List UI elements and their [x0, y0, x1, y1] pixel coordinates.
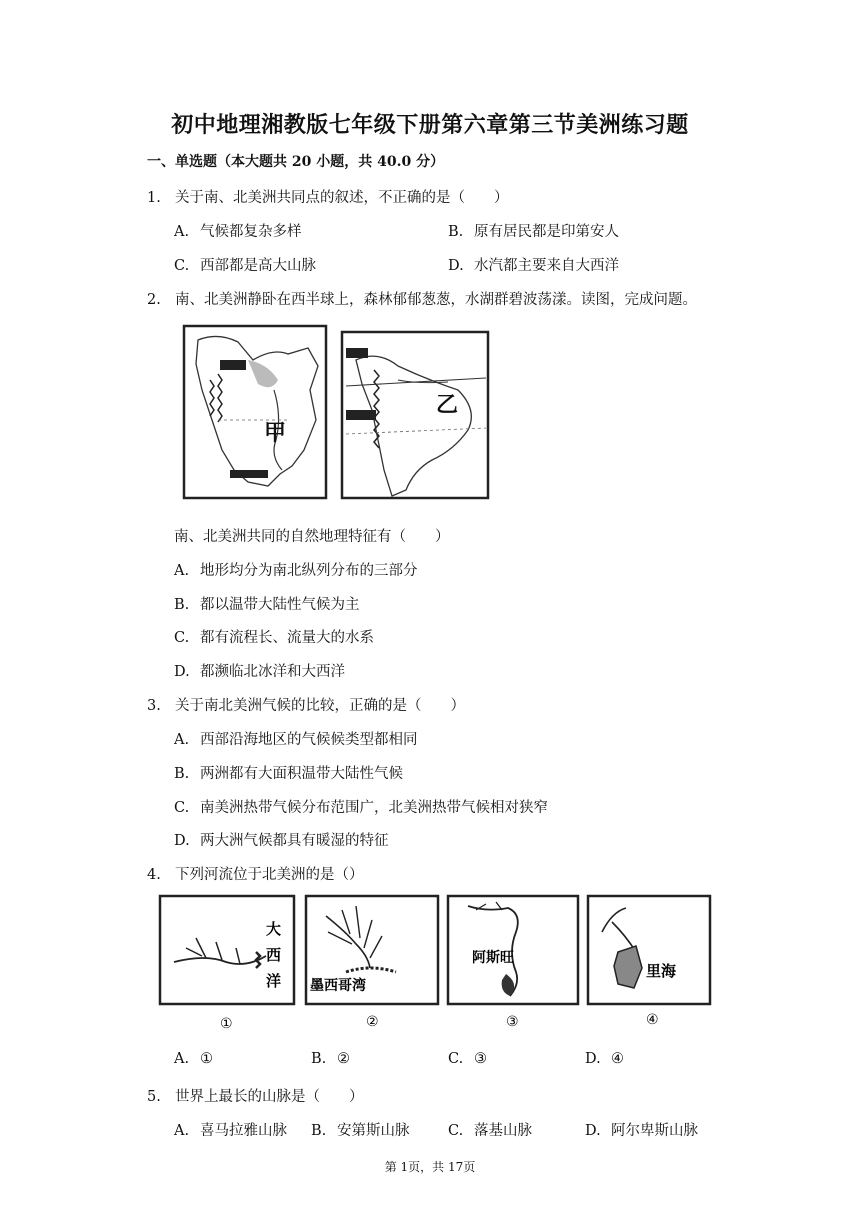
q2-option-a[interactable]: A. 地形均分为南北纵列分布的三部分 — [174, 563, 418, 579]
river-figure-1 — [160, 896, 294, 1032]
q1-option-a[interactable]: A. 气候都复杂多样 — [174, 224, 302, 240]
americas-map-figure — [178, 320, 502, 508]
question-text: 关于南、北美洲共同点的叙述，不正确的是（ ） — [175, 190, 509, 206]
question-3-stem: 3. 关于南北美洲气候的比较，正确的是（ ） — [147, 698, 465, 714]
q1-option-d[interactable]: D. 水汽都主要来自大西洋 — [448, 258, 619, 274]
question-2-stem: 2. 南、北美洲静卧在西半球上，森林郁郁葱葱，水湖群碧波荡漾。读图，完成问题。 — [147, 292, 697, 308]
q5-option-c[interactable]: C. 落基山脉 — [448, 1123, 532, 1139]
q5-option-d[interactable]: D. 阿尔卑斯山脉 — [585, 1123, 698, 1139]
river-figures — [156, 892, 714, 1032]
q3-option-d[interactable]: D. 两大洲气候都具有暖湿的特征 — [174, 833, 389, 849]
river-figure-2 — [306, 896, 438, 1030]
svg-text:阿斯旺: 阿斯旺 — [472, 950, 514, 966]
q4-option-b[interactable]: B. ② — [311, 1051, 350, 1067]
figure-caption-1: ① — [220, 1016, 233, 1032]
north-map-label: 甲 — [264, 421, 287, 446]
q5-option-a[interactable]: A. 喜马拉雅山脉 — [174, 1123, 287, 1139]
question-5-stem: 5. 世界上最长的山脉是（ ） — [147, 1089, 364, 1105]
q4-option-a[interactable]: A. ① — [174, 1051, 213, 1067]
river-figure-4 — [588, 896, 710, 1028]
page-footer: 第 1页，共 17页 — [384, 1160, 476, 1174]
svg-text:里海: 里海 — [646, 962, 677, 980]
q3-option-a[interactable]: A. 西部沿海地区的气候候类型都相同 — [174, 732, 418, 748]
q5-option-b[interactable]: B. 安第斯山脉 — [311, 1123, 410, 1139]
question-1-stem — [147, 186, 509, 207]
q2-option-d[interactable]: D. 都濒临北冰洋和大西洋 — [174, 664, 345, 680]
figure-caption-2: ② — [366, 1014, 379, 1030]
question-2-sub-stem: 南、北美洲共同的自然地理特征有（ ） — [174, 529, 450, 545]
svg-text:洋: 洋 — [266, 972, 282, 990]
q2-option-b[interactable]: B. 都以温带大陆性气候为主 — [174, 597, 360, 613]
page-title: 初中地理湘教版七年级下册第六章第三节美洲练习题 — [171, 112, 689, 138]
q1-option-c[interactable]: C. 西部都是高大山脉 — [174, 258, 316, 274]
q1-option-b[interactable]: B. 原有居民都是印第安人 — [448, 224, 619, 240]
question-4-stem: 4. 下列河流位于北美洲的是（） — [147, 867, 364, 883]
north-america-map — [184, 326, 326, 498]
q3-option-b[interactable]: B. 两洲都有大面积温带大陆性气候 — [174, 766, 403, 782]
figure-caption-4: ④ — [646, 1012, 659, 1028]
svg-text:西: 西 — [266, 946, 282, 964]
section-heading: 一、单选题（本大题共 20 小题，共 40.0 分） — [147, 154, 445, 170]
question-number: 1. — [147, 190, 161, 206]
svg-text:大: 大 — [266, 920, 282, 938]
south-america-map — [342, 332, 488, 498]
q4-option-c[interactable]: C. ③ — [448, 1051, 487, 1067]
svg-text:墨西哥湾: 墨西哥湾 — [310, 978, 366, 994]
q3-option-c[interactable]: C. 南美洲热带气候分布范围广，北美洲热带气候相对狭窄 — [174, 800, 548, 816]
figure-caption-3: ③ — [506, 1014, 519, 1030]
river-figure-3 — [448, 896, 578, 1030]
q4-option-d[interactable]: D. ④ — [585, 1051, 624, 1067]
south-map-label: 乙 — [436, 393, 459, 418]
q2-option-c[interactable]: C. 都有流程长、流量大的水系 — [174, 630, 374, 646]
